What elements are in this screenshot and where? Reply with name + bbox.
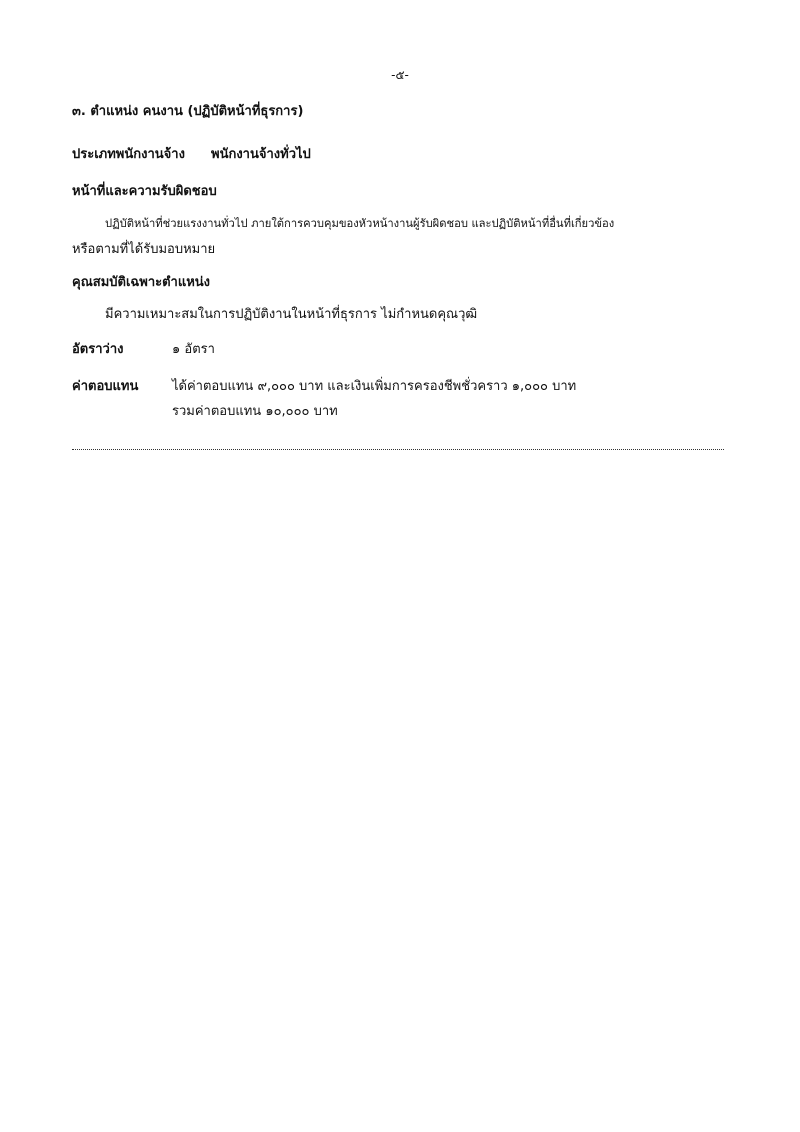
position-heading: ๓. ตำแหน่ง คนงาน (ปฏิบัติหน้าที่ธุรการ)	[72, 104, 304, 119]
employee-type-value: พนักงานจ้างทั่วไป	[211, 147, 311, 162]
compensation-line-1: ได้ค่าตอบแทน ๙,๐๐๐ บาท และเงินเพิ่มการครองชีพชั่วคราว ๑,๐๐๐ บาท	[172, 379, 577, 394]
duties-heading: หน้าที่และความรับผิดชอบ	[72, 184, 217, 199]
qualifications-text: มีความเหมาะสมในการปฏิบัติงานในหน้าที่ธุรการ ไม่กำหนดคุณวุฒิ	[105, 307, 478, 322]
page-number: -๕-	[391, 68, 409, 82]
compensation-label: ค่าตอบแทน	[72, 379, 139, 394]
compensation-line-2: รวมค่าตอบแทน ๑๐,๐๐๐ บาท	[172, 404, 338, 419]
qualifications-heading: คุณสมบัติเฉพาะตำแหน่ง	[72, 275, 211, 290]
vacancies-value: ๑ อัตรา	[172, 342, 215, 357]
vacancies-label: อัตราว่าง	[72, 342, 124, 357]
duties-text-line-1: ปฏิบัติหน้าที่ช่วยแรงงานทั่วไป ภายใต้การควบคุมของหัวหน้างานผู้รับผิดชอบ และปฏิบัติหน้าที่อื่นที่เกี่ยวข้อง	[105, 217, 615, 230]
employee-type-label: ประเภทพนักงานจ้าง	[72, 147, 185, 162]
duties-text-line-2: หรือตามที่ได้รับมอบหมาย	[72, 242, 216, 257]
dotted-divider	[72, 449, 724, 450]
